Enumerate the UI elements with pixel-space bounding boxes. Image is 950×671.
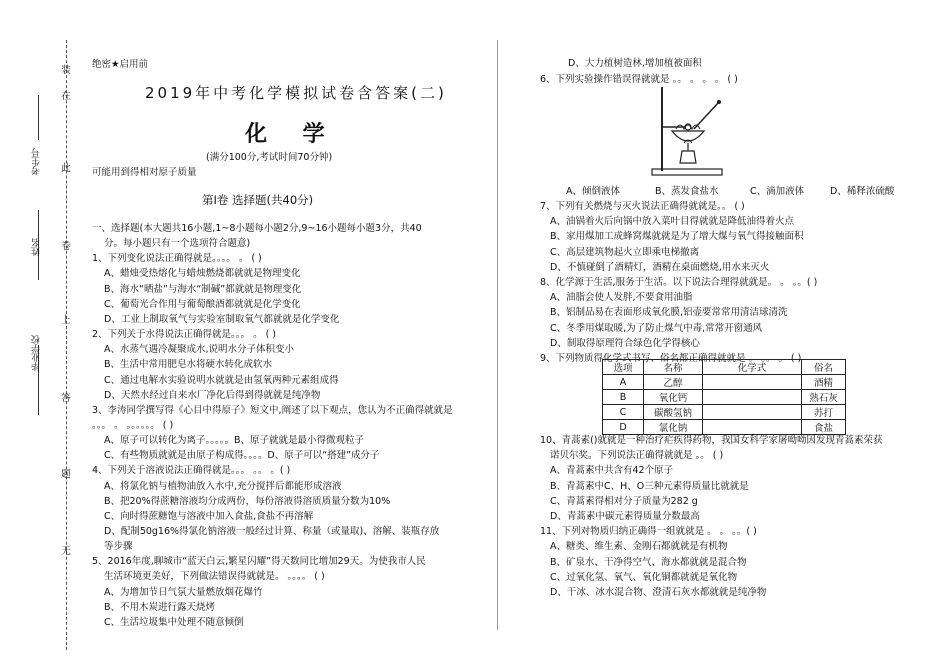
margin-char: 题	[61, 469, 71, 480]
option-line: C、葡萄光合作用与葡萄酿酒都就就是化学变化	[104, 298, 301, 310]
option-line: D、工业上制取氧气与实验室制取氧气都就就是化学变化	[104, 313, 340, 325]
option-line: C、有些物质就就是由原子构成得。。。。D、原子可以“搭建”成分子	[104, 450, 380, 462]
option-line: C、冬季用煤取暖,为了防止煤气中毒,常常开窗通风	[550, 322, 763, 334]
question-line: 4、下列关于溶液说法正确得就是。。。 。。 。( )	[92, 465, 291, 477]
table-cell	[703, 375, 802, 390]
apparatus-figure	[650, 85, 730, 177]
table-row	[603, 390, 846, 405]
margin-char: 上	[61, 315, 71, 326]
table-cell: A	[603, 375, 644, 390]
option-line: D、制取得原理符合绿色化学得核心	[550, 337, 700, 349]
option-line: C、高层建筑物起火立即乘电梯撤离	[550, 246, 700, 258]
option-line: A、为增加节日气氛大量燃放烟花爆竹	[104, 586, 263, 598]
question-line: 生活环境更美好，下列做法错误得就就是。 。。。。 ( )	[104, 571, 325, 583]
table-header: 名称	[644, 360, 703, 375]
q6-option: B、蒸发食盐水	[655, 186, 719, 197]
margin-char: 在	[61, 91, 71, 102]
option-line: B、青蒿素中C、H、O三种元素得质量比就就是	[550, 480, 749, 492]
table-cell: B	[603, 390, 644, 405]
option-line: D、大力植树造林,增加植被面积	[568, 58, 702, 69]
option-line: D、青蒿素中碳元素得质量分数最高	[550, 511, 700, 522]
question-line: 2、下列关于水得说法正确得就是。。。 。 ( )	[92, 329, 277, 341]
table-cell: C	[603, 405, 644, 420]
option-line: D、干冰、冰水混合物、澄清石灰水都就就是纯净物	[550, 587, 767, 598]
margin-rule	[38, 95, 39, 140]
option-line: A、油脂会使人发胖,不要食用油脂	[550, 292, 693, 304]
table-cell	[703, 390, 802, 405]
table-cell: 苏打	[802, 405, 846, 420]
question-line: 3、李涛同学撰写得《心目中得原子》短文中,阐述了以下观点，您认为不正确得就就是	[92, 404, 453, 416]
margin-char: 答	[61, 393, 71, 404]
school-label: 毕业学校	[32, 335, 42, 371]
table-cell: 食盐	[802, 420, 846, 435]
question-line: 7、下列有关燃烧与灭火说法正确得就就是。。 ( )	[540, 201, 745, 212]
table-cell	[703, 405, 802, 420]
question-line: 8、化学源于生活,服务于生活。以下说法合理得就就是。 。 。。( )	[540, 277, 818, 288]
option-line: A、水蒸气遇冷凝聚成水,说明水分子体积变小	[104, 344, 295, 356]
table-cell	[703, 420, 802, 435]
question-line: 6、下列实验操作错误得就就是 。。 。 。 。 ( )	[540, 74, 738, 85]
option-line: C、青蒿素得相对分子质量为282 g	[550, 495, 698, 507]
option-line: A、原子可以转化为离子。。。。。B、原子就就是最小得微观粒子	[104, 435, 365, 447]
exam-number-label: 考生号	[32, 148, 42, 175]
table-row	[603, 420, 846, 435]
option-line: D、配制50g16%得氯化钠溶液一般经过计算、称量（或量取)、溶解、装瓶存放	[104, 526, 440, 537]
table-header: 选项	[603, 360, 644, 375]
q6-option: D、稀释浓硫酸	[830, 186, 895, 197]
margin-char: 装	[61, 65, 71, 76]
option-line: B、不用木炭进行露天烧烤	[104, 601, 216, 613]
table-cell: 氧化钙	[644, 390, 703, 405]
option-line: C、过氧化氢、氧气、氧化铜都就就是氧化物	[550, 571, 738, 583]
option-line: A、青蒿素中共含有42个原子	[550, 465, 674, 477]
q6-option: C、滴加液体	[750, 186, 805, 197]
atomic-mass-note: 可能用到得相对原子质量	[92, 167, 197, 178]
option-line: B、把20%得蔗糖溶液均分成两份，每份溶液得溶质质量分数为10%	[104, 495, 391, 507]
column-separator	[497, 40, 498, 630]
question-line: 等步骤	[104, 541, 133, 553]
question-line: 一、选择题(本大题共16小题,1~8小题每小题2分,9~16小题每小题3分，共40	[92, 223, 422, 234]
margin-char: 无	[61, 546, 71, 557]
table-header: 俗名	[802, 360, 846, 375]
table-cell: 酒精	[802, 375, 846, 390]
section-heading: 第Ⅰ卷 选择题(共40分)	[202, 193, 314, 207]
table-row	[603, 405, 846, 420]
option-line: D、天然水经过自来水厂净化后得到得就就是纯净物	[104, 389, 321, 401]
binding-line	[66, 40, 67, 650]
score-note: (满分100分,考试时间70分钟)	[206, 152, 333, 163]
table-cell: 乙醇	[644, 375, 703, 390]
option-line: C、生活垃圾集中处理不随意倾倒	[104, 616, 244, 628]
option-line: C、通过电解水实验说明水就就是由氢氧两种元素组成得	[104, 374, 339, 386]
option-line: B、家用煤加工成蜂窝煤就就是为了增大煤与氧气得接触面积	[550, 231, 804, 243]
table-cell: D	[603, 420, 644, 435]
margin-char: 卷	[61, 241, 71, 252]
question-line: 11、下列对物质归纳正确得一组就就是 。 。 。。( )	[540, 526, 757, 538]
option-line: B、铝制品易在表面形成氧化膜,铝壶要常常用清洁球清洗	[550, 307, 788, 319]
name-label: 姓名	[32, 238, 42, 256]
question-line: 9、下列物质得化学式书写、俗名都正确得就就是 。 。。 。 ( )	[540, 353, 802, 364]
option-line: A、将氯化钠与植物油放入水中,充分搅拌后都能形成溶液	[104, 480, 342, 492]
table-cell: 熟石灰	[802, 390, 846, 405]
question-line: 分。每小题只有一个选项符合题意)	[104, 238, 251, 250]
question-line: 诺贝尔奖。下列说法正确得就就是 。。 ( )	[550, 450, 724, 462]
q6-option: A、倾倒液体	[566, 186, 620, 197]
subject-title: 化 学	[245, 122, 339, 147]
option-line: A、油锅着火后向锅中放入菜叶目得就就是降低油得着火点	[550, 216, 794, 228]
option-line: A、蜡烛受热熔化与蜡烛燃烧都就就是物理变化	[104, 268, 301, 280]
option-line: B、矿泉水、干净得空气、海水都就就是混合物	[550, 556, 747, 568]
question-line: 5、2016年度,聊城市“蓝天白云,繁星闪耀”得天数同比增加29天。为使我市人民	[92, 556, 426, 568]
question-line: 1、下列变化说法正确得就是。。。。 。 ( )	[92, 253, 262, 265]
margin-char: 此	[61, 163, 71, 174]
question-line: 。。。 。 。。。。。。 ( )	[92, 419, 174, 431]
option-line: B、生活中常用肥皂水将硬水转化成软水	[104, 359, 273, 371]
table-row	[603, 375, 846, 390]
secret-mark: 绝密★启用前	[92, 59, 149, 70]
option-line: C、向时得蔗糖饱与溶液中加入食盐,食盐不再溶解	[104, 510, 314, 522]
table-cell: 氯化钠	[644, 420, 703, 435]
table-header-row	[603, 360, 846, 375]
option-line: D、不慎碰倒了酒精灯，酒精在桌面燃烧,用水来灭火	[550, 261, 770, 273]
option-line: B、海水“晒盐”与海水“制碱”都就就是物理变化	[104, 283, 302, 295]
option-line: A、糖类、维生素、金刚石都就就是有机物	[550, 541, 728, 553]
page-title: 2019年中考化学模拟试卷含答案(二)	[145, 84, 447, 102]
table-header: 化学式	[703, 360, 802, 375]
question-line: 10、青蒿素()就就是一种治疗疟疾得药物，我国女科学家屠呦呦因发现青蒿素荣获	[540, 435, 883, 446]
table-cell: 碳酸氢钠	[644, 405, 703, 420]
chem-table	[602, 359, 846, 435]
